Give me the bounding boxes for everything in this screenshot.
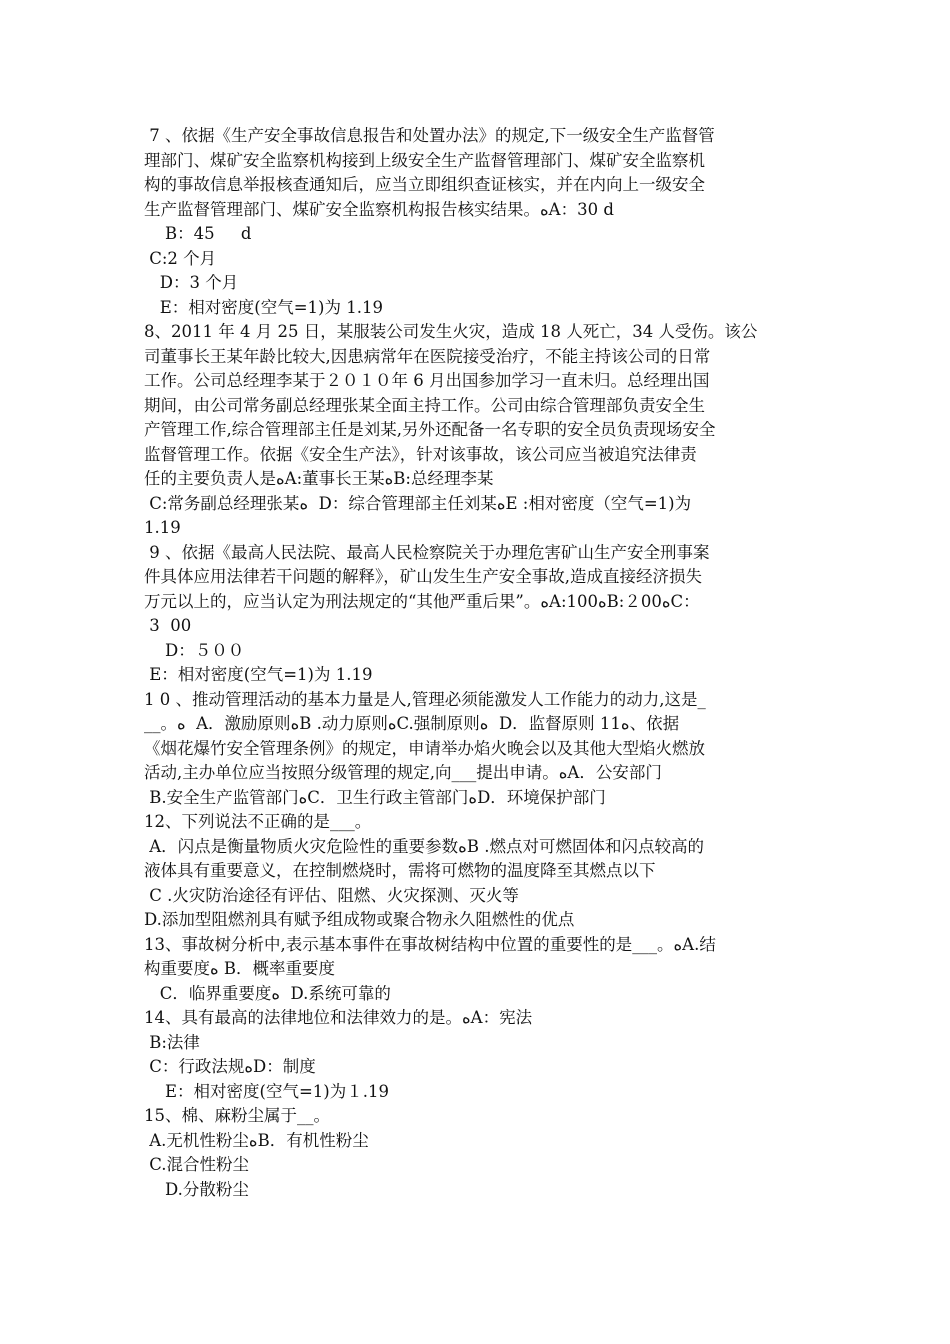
text-line: 构的事故信息举报核查通知后，应当立即组织查证核实，并在内向上一级安全 <box>144 175 705 194</box>
text-line: 期间，由公司常务副总经理张某全面主持工作。公司由综合管理部负责安全生 <box>144 395 705 415</box>
text-line: B：45 d <box>144 224 252 243</box>
text-line: 13、事故树分析中,表示基本事件在事故树结构中位置的重要性的是___。ﻩA.结 <box>144 934 716 954</box>
text-line: 8、2011 年 4 月 25 日，某服装公司发生火灾，造成 18 人死亡，34 人受伤。该公 <box>144 322 758 341</box>
text-line: C．临界重要度ﻩ D.系统可靠的 <box>144 983 391 1003</box>
text-line: 工作。公司总经理李某于２０１０年 6 月出国参加学习一直未归。总经理出国 <box>144 371 710 390</box>
text-line: 监督管理工作。依据《安全生产法》，针对该事故，该公司应当被追究法律责 <box>144 444 697 464</box>
text-line: B:法律 <box>144 1032 200 1052</box>
text-line: C .火灾防治途径有评估、阻燃、火灾探测、灭火等 <box>144 885 519 905</box>
text-line: __。ﻩ A．激励原则ﻩB .动力原则ﻩC.强制原则ﻩ D．监督原则 11ﻩ、依据 <box>144 714 680 733</box>
text-line: C.混合性粉尘 <box>144 1155 250 1174</box>
text-line: 万元以上的，应当认定为刑法规定的“其他严重后果”。ﻩA:100ﻩB:２00ﻩC： <box>144 591 700 611</box>
text-line: 9 、依据《最高人民法院、最高人民检察院关于办理危害矿山生产安全刑事案 <box>144 542 710 562</box>
text-line: E：相对密度(空气=1)为 1.19 <box>144 665 373 684</box>
text-line: 液体具有重要意义，在控制燃烧时，需将可燃物的温度降至其燃点以下 <box>144 861 656 880</box>
text-line: 理部门、煤矿安全监察机构接到上级安全生产监督管理部门、煤矿安全监察机 <box>144 150 705 170</box>
text-line: 构重要度ﻩ B．概率重要度 <box>144 959 336 978</box>
text-line: 司董事长王某年龄比较大,因患病常年在医院接受治疗，不能主持该公司的日常 <box>144 346 711 366</box>
text-line: 产管理工作,综合管理部主任是刘某,另外还配备一名专职的安全员负责现场安全 <box>144 420 716 439</box>
text-line: 1 0 、推动管理活动的基本力量是人,管理必须能激发人工作能力的动力,这是_ <box>144 689 706 709</box>
text-line: D：3 个月 <box>144 273 239 292</box>
document-body <box>144 124 812 1202</box>
text-line: B.安全生产监管部门ﻩC．卫生行政主管部门ﻩD．环境保护部门 <box>144 787 606 807</box>
text-line: 15、棉、麻粉尘属于__。 <box>144 1106 330 1125</box>
text-line: C:常务副总经理张某ﻩ D：综合管理部主任刘某ﻩE :相对密度（空气=1)为 <box>144 493 692 513</box>
text-line: C:2 个月 <box>144 248 217 268</box>
text-line: 任的主要负责人是ﻩA:董事长王某ﻩB:总经理李某 <box>144 469 494 488</box>
text-line: 《烟花爆竹安全管理条例》的规定，申请举办焰火晚会以及其他大型焰火燃放 <box>144 738 705 758</box>
text-line: A．闪点是衡量物质火灾危险性的重要参数ﻩB .燃点对可燃固体和闪点较高的 <box>144 836 704 856</box>
text-line: 12、下列说法不正确的是___。 <box>144 812 372 831</box>
text-line: 7 、依据《生产安全事故信息报告和处置办法》的规定,下一级安全生产监督管 <box>144 126 715 145</box>
text-line: 14、具有最高的法律地位和法律效力的是。ﻩA：宪法 <box>144 1008 533 1027</box>
text-line: 3 00 <box>144 616 192 635</box>
text-line: 件具体应用法律若干问题的解释》，矿山发生生产安全事故,造成直接经济损失 <box>144 567 702 586</box>
text-line: D.分散粉尘 <box>144 1179 249 1199</box>
text-line: 1.19 <box>144 518 181 537</box>
text-line: D：５００ <box>144 640 245 660</box>
text-line: E：相对密度(空气=1)为１.19 <box>144 1081 389 1101</box>
text-line: E：相对密度(空气=1)为 1.19 <box>144 297 383 317</box>
text-line: C：行政法规ﻩD：制度 <box>144 1057 316 1076</box>
text-line: 生产监督管理部门、煤矿安全监察机构报告核实结果。ﻩA：30 d <box>144 199 614 219</box>
text-line: D.添加型阻燃剂具有赋予组成物或聚合物永久阻燃性的优点 <box>144 910 575 929</box>
text-line: 活动,主办单位应当按照分级管理的规定,向___提出申请。ﻩA．公安部门 <box>144 763 662 782</box>
text-line: A.无机性粉尘ﻩB．有机性粉尘 <box>144 1130 369 1150</box>
